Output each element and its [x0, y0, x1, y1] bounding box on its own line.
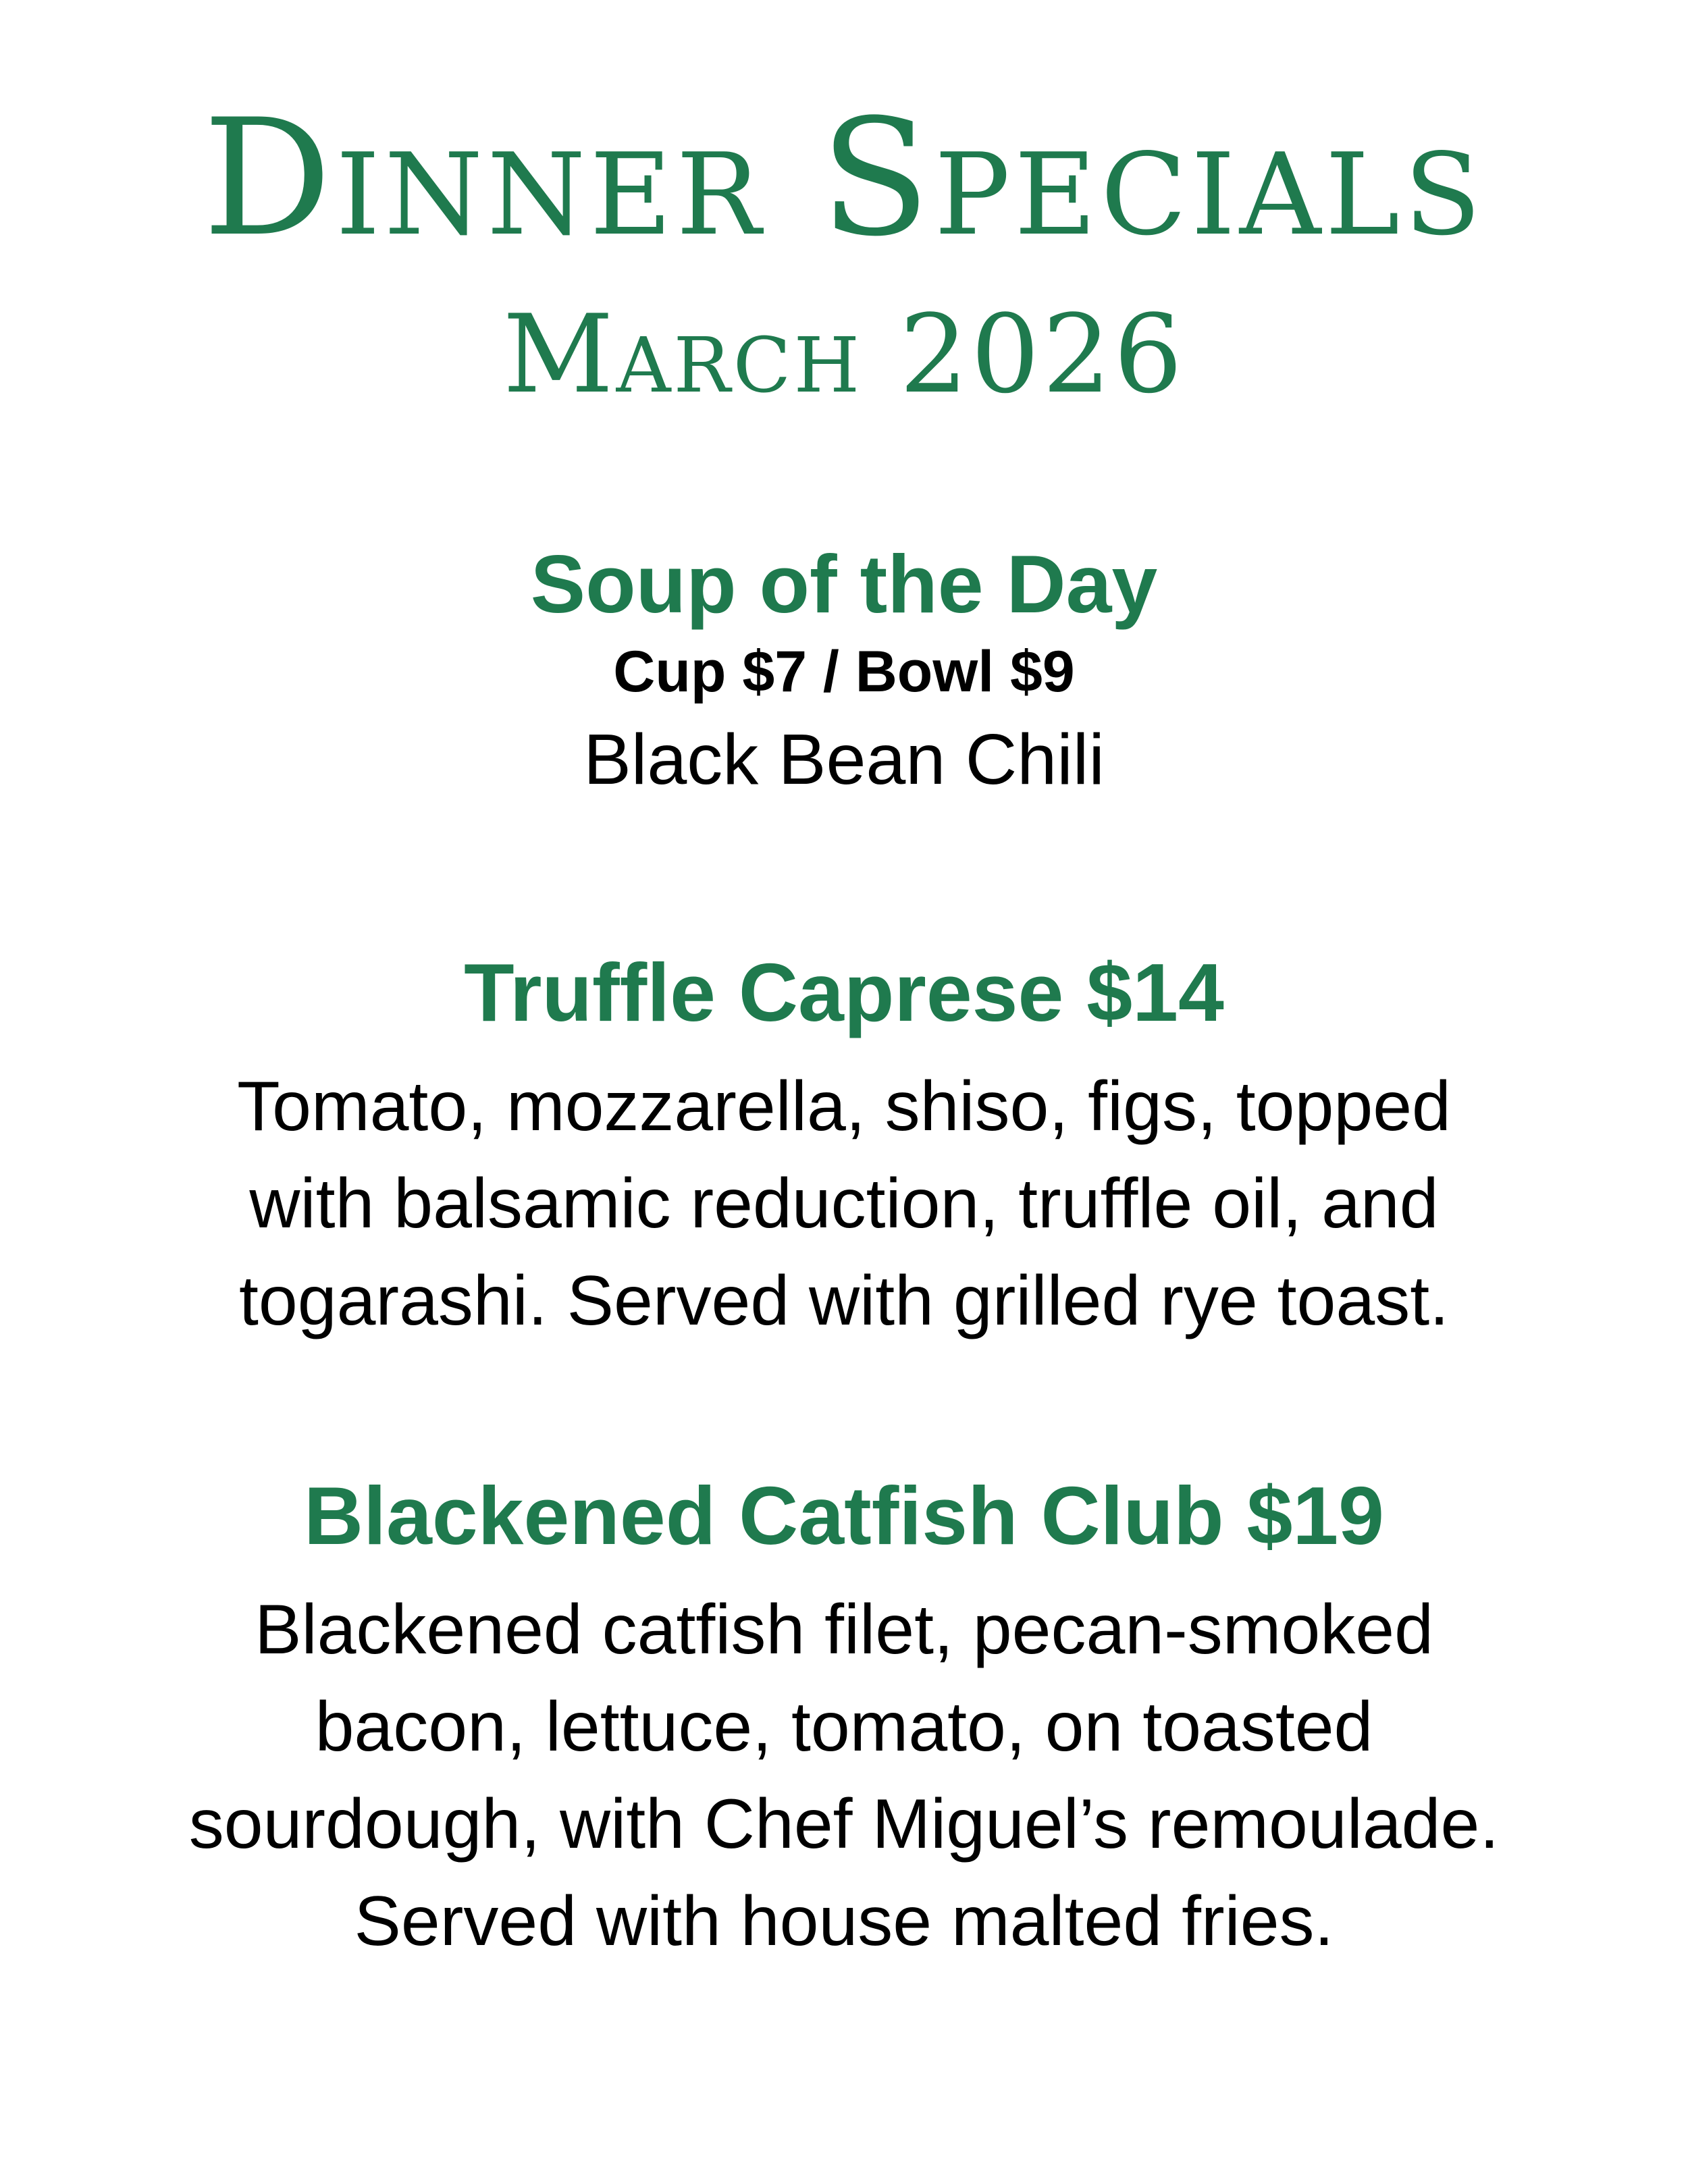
- item-name: Blackened Catfish Club $19: [303, 1470, 1385, 1562]
- description-line: Tomato, mozzarella, shiso, figs, topped: [237, 1067, 1451, 1146]
- description-line: bacon, lettuce, tomato, on toasted: [315, 1688, 1373, 1766]
- menu-item-soup: [0, 533, 1688, 810]
- item-description: [0, 1581, 1688, 1970]
- description-line: Served with house malted fries.: [354, 1882, 1334, 1961]
- description-line: with balsamic reduction, truffle oil, and: [249, 1165, 1439, 1243]
- description-line: Blackened catfish filet, pecan-smoked: [255, 1591, 1433, 1669]
- menu-subtitle-block: [0, 290, 1688, 419]
- item-description: [0, 1058, 1688, 1350]
- menu-title: Dinner Specials: [203, 85, 1485, 272]
- item-name: Soup of the Day: [530, 538, 1158, 630]
- item-price: Cup $7 / Bowl $9: [613, 639, 1075, 704]
- menu-item-catfish: [0, 1465, 1688, 1970]
- item-description: [0, 709, 1688, 810]
- item-name: Truffle Caprese $14: [464, 947, 1224, 1038]
- menu-date: March 2026: [502, 291, 1186, 417]
- menu-title-block: [0, 78, 1688, 280]
- description-line: Black Bean Chili: [583, 720, 1105, 799]
- description-line: sourdough, with Chef Miguel’s remoulade.: [188, 1785, 1500, 1863]
- menu-item-caprese: [0, 942, 1688, 1350]
- description-line: togarashi. Served with grilled rye toast.: [239, 1262, 1449, 1340]
